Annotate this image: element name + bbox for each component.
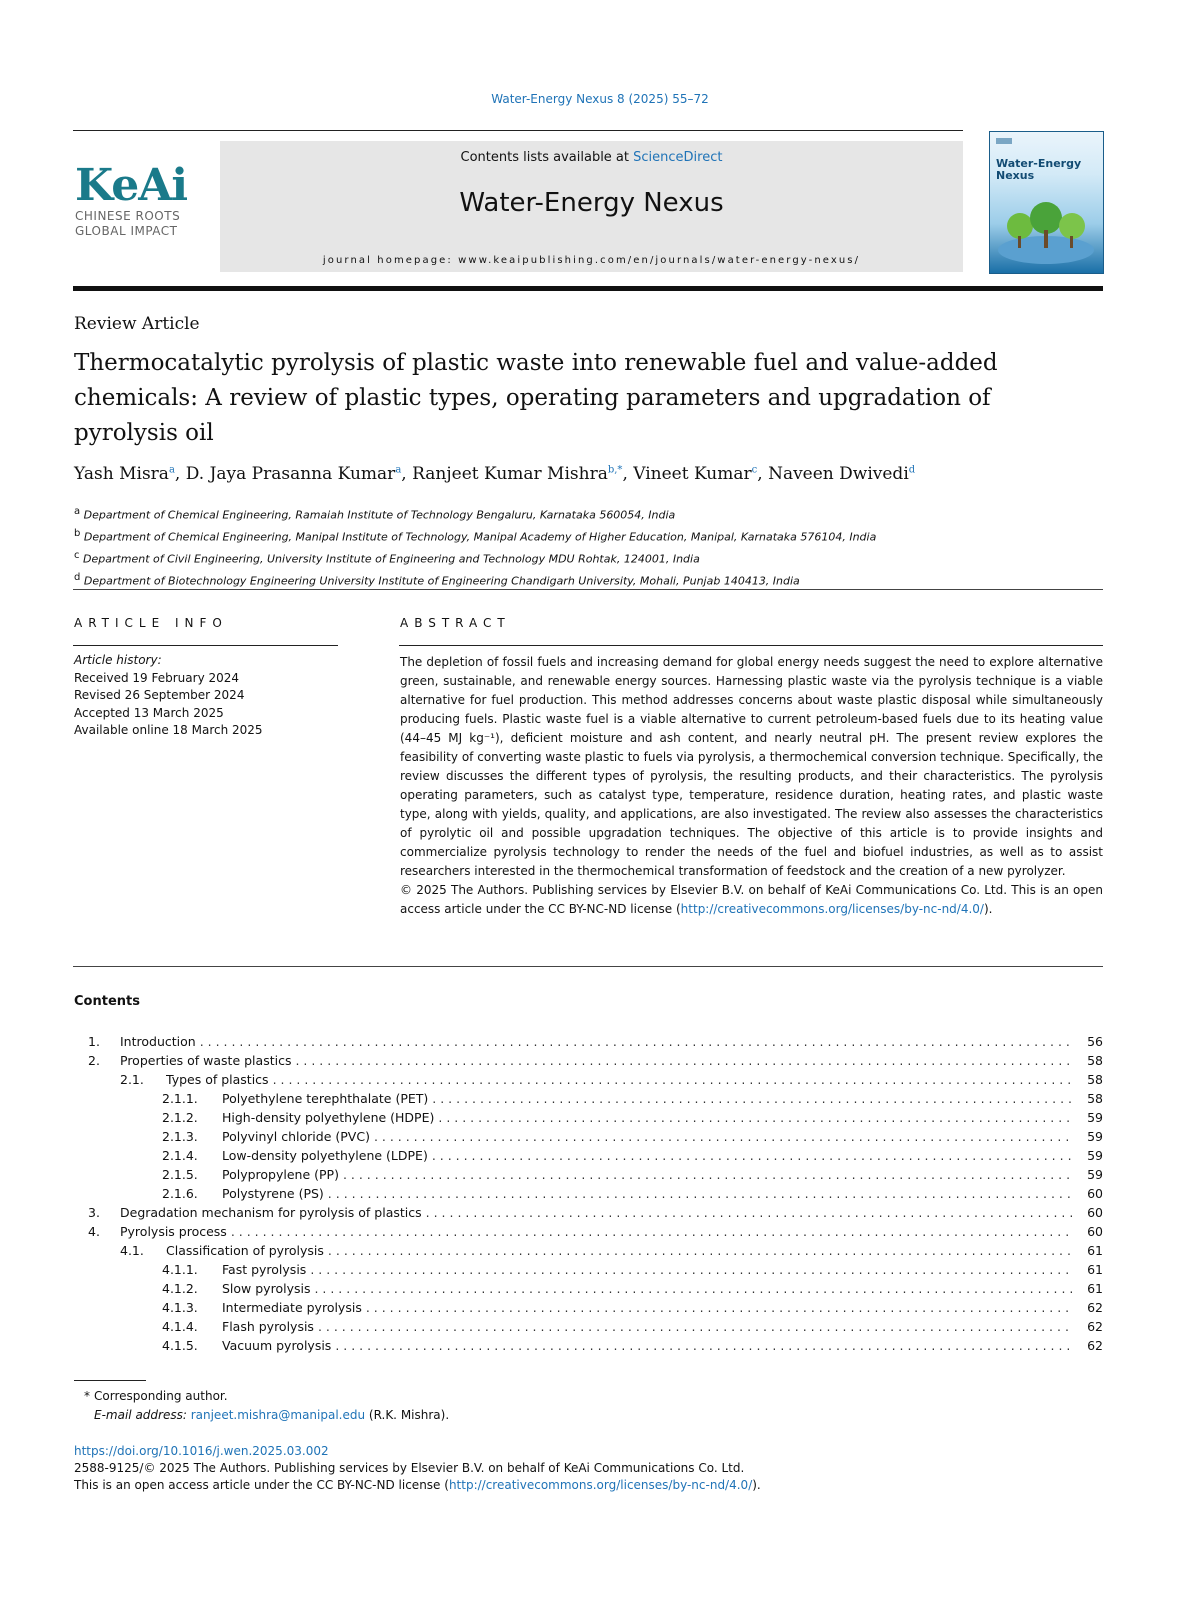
toc-leader-dots bbox=[310, 1260, 1073, 1279]
toc-number: 2.1.2. bbox=[162, 1110, 198, 1125]
toc-page-number: 58 bbox=[1087, 1053, 1103, 1068]
author-2: D. Jaya Prasanna Kumar$^a$, bbox=[185, 464, 413, 484]
footnote-rule bbox=[74, 1380, 146, 1381]
email-link[interactable]: ranjeet.mishra@manipal.edu bbox=[190, 1408, 366, 1422]
toc-entry[interactable] bbox=[222, 1127, 1073, 1146]
toc-row[interactable] bbox=[74, 1127, 1103, 1146]
logo-tagline-1: CHINESE ROOTS bbox=[75, 209, 181, 223]
toc-number: 2.1.6. bbox=[162, 1186, 198, 1201]
toc-leader-dots bbox=[374, 1127, 1073, 1146]
toc-number: 3. bbox=[88, 1205, 100, 1220]
toc-label: Degradation mechanism for pyrolysis of plastics bbox=[120, 1203, 426, 1222]
toc-row[interactable] bbox=[74, 1317, 1103, 1336]
toc-row[interactable] bbox=[74, 1070, 1103, 1089]
toc-label: High-density polyethylene (HDPE) bbox=[222, 1108, 438, 1127]
toc-number: 4.1.3. bbox=[162, 1300, 198, 1315]
toc-leader-dots bbox=[314, 1279, 1073, 1298]
toc-leader-dots bbox=[438, 1108, 1073, 1127]
toc-row[interactable] bbox=[74, 1032, 1103, 1051]
affiliation-c: $^c$ Department of Civil Engineering, University Institute of Engineering and Technology MDU Rohtak, 124001, India bbox=[74, 550, 700, 566]
issn-line: 2588-9125/© 2025 The Authors. Publishing services by Elsevier B.V. on behalf of KeAi Communications Co. Ltd. bbox=[74, 1461, 745, 1475]
toc-leader-dots bbox=[231, 1222, 1073, 1241]
toc-number: 4. bbox=[88, 1224, 100, 1239]
toc-entry[interactable] bbox=[120, 1222, 1073, 1241]
sciencedirect-link[interactable]: ScienceDirect bbox=[633, 150, 723, 165]
article-info-heading: ARTICLE INFO bbox=[74, 616, 228, 630]
toc-leader-dots bbox=[343, 1165, 1073, 1184]
toc-leader-dots bbox=[366, 1298, 1073, 1317]
toc-entry[interactable] bbox=[120, 1203, 1073, 1222]
section-rule-2 bbox=[73, 966, 1103, 967]
affiliation-b: $^b$ Department of Chemical Engineering, Manipal Institute of Technology, Manipal Academy of Higher Education, Manipal, Karnataka 576104, India bbox=[74, 528, 877, 544]
toc-entry[interactable] bbox=[166, 1241, 1073, 1260]
bottom-license-link[interactable]: http://creativecommons.org/licenses/by-nc-nd/4.0/ bbox=[448, 1478, 753, 1492]
toc-entry[interactable] bbox=[222, 1146, 1073, 1165]
online-date: Available online 18 March 2025 bbox=[74, 723, 263, 737]
toc-number: 1. bbox=[88, 1034, 100, 1049]
toc-label: Vacuum pyrolysis bbox=[222, 1336, 335, 1355]
toc-page-number: 59 bbox=[1087, 1110, 1103, 1125]
toc-page-number: 59 bbox=[1087, 1129, 1103, 1144]
toc-row[interactable] bbox=[74, 1108, 1103, 1127]
logo-tagline-2: GLOBAL IMPACT bbox=[75, 224, 178, 238]
cover-logo-mark bbox=[996, 138, 1012, 144]
toc-entry[interactable] bbox=[222, 1279, 1073, 1298]
toc-leader-dots bbox=[426, 1203, 1073, 1222]
journal-title: Water-Energy Nexus bbox=[459, 188, 724, 218]
toc-number: 4.1. bbox=[120, 1243, 144, 1258]
toc-row[interactable] bbox=[74, 1184, 1103, 1203]
affiliations bbox=[74, 503, 876, 592]
author-5: Naveen Dwivedi$^d$ bbox=[768, 464, 916, 484]
journal-banner bbox=[220, 141, 963, 272]
toc-entry[interactable] bbox=[120, 1051, 1073, 1070]
toc-page-number: 61 bbox=[1087, 1243, 1103, 1258]
toc-label: Classification of pyrolysis bbox=[166, 1241, 328, 1260]
toc-row[interactable] bbox=[74, 1165, 1103, 1184]
toc-number: 4.1.5. bbox=[162, 1338, 198, 1353]
footnote bbox=[74, 1387, 449, 1425]
toc-leader-dots bbox=[200, 1032, 1073, 1051]
abstract-copyright: © 2025 The Authors. Publishing services by Elsevier B.V. on behalf of KeAi Communications Co. Ltd. This is an open access article under the CC BY-NC-ND license (http://creativecommons.org/licenses/by-nc-nd/4.0/). bbox=[400, 883, 1103, 916]
toc-entry[interactable] bbox=[222, 1317, 1073, 1336]
author-list bbox=[74, 464, 915, 484]
author-3: Ranjeet Kumar Mishra$^{b,*}$, bbox=[412, 464, 634, 484]
page-bottom-info bbox=[74, 1443, 761, 1494]
author-4: Vineet Kumar$^c$, bbox=[633, 464, 769, 484]
license-link[interactable]: http://creativecommons.org/licenses/by-nc-nd/4.0/ bbox=[680, 902, 984, 916]
toc-page-number: 58 bbox=[1087, 1091, 1103, 1106]
toc-page-number: 60 bbox=[1087, 1186, 1103, 1201]
toc-label: Intermediate pyrolysis bbox=[222, 1298, 366, 1317]
abstract-heading: ABSTRACT bbox=[400, 616, 511, 630]
toc-row[interactable] bbox=[74, 1146, 1103, 1165]
toc-entry[interactable] bbox=[166, 1070, 1073, 1089]
contents-heading: Contents bbox=[74, 994, 140, 1009]
abstract-rule bbox=[399, 645, 1103, 646]
toc-label: Polyvinyl chloride (PVC) bbox=[222, 1127, 374, 1146]
journal-citation[interactable]: Water-Energy Nexus 8 (2025) 55–72 bbox=[491, 92, 709, 106]
toc-row[interactable] bbox=[74, 1203, 1103, 1222]
received-date: Received 19 February 2024 bbox=[74, 670, 240, 685]
toc-leader-dots bbox=[335, 1336, 1073, 1355]
toc-row[interactable] bbox=[74, 1241, 1103, 1260]
toc-entry[interactable] bbox=[222, 1089, 1073, 1108]
toc-row[interactable] bbox=[74, 1089, 1103, 1108]
toc-entry[interactable] bbox=[222, 1184, 1073, 1203]
journal-cover-image bbox=[989, 131, 1104, 274]
toc-page-number: 62 bbox=[1087, 1338, 1103, 1353]
abstract-body bbox=[400, 653, 1103, 919]
contents-availability: Contents lists available at ScienceDirect bbox=[460, 150, 723, 165]
author-1: Yash Misra$^a$, bbox=[74, 464, 186, 484]
toc-number: 2.1.3. bbox=[162, 1129, 198, 1144]
top-rule bbox=[73, 130, 963, 131]
toc-page-number: 59 bbox=[1087, 1148, 1103, 1163]
toc-row[interactable] bbox=[74, 1222, 1103, 1241]
publisher-logo bbox=[75, 160, 210, 239]
toc-entry[interactable] bbox=[222, 1108, 1073, 1127]
toc-label: Fast pyrolysis bbox=[222, 1260, 310, 1279]
toc-label: Polypropylene (PP) bbox=[222, 1165, 343, 1184]
toc-row[interactable] bbox=[74, 1260, 1103, 1279]
toc-row[interactable] bbox=[74, 1336, 1103, 1355]
toc-page-number: 58 bbox=[1087, 1072, 1103, 1087]
toc-label: Types of plastics bbox=[166, 1070, 273, 1089]
section-rule bbox=[73, 589, 1103, 590]
toc-leader-dots bbox=[328, 1241, 1073, 1260]
toc-number: 2.1. bbox=[120, 1072, 144, 1087]
doi-link[interactable]: https://doi.org/10.1016/j.wen.2025.03.002 bbox=[74, 1444, 329, 1458]
toc-page-number: 61 bbox=[1087, 1262, 1103, 1277]
toc-entry[interactable] bbox=[222, 1298, 1073, 1317]
toc-label: Introduction bbox=[120, 1032, 200, 1051]
toc-number: 4.1.1. bbox=[162, 1262, 198, 1277]
toc-number: 2.1.5. bbox=[162, 1167, 198, 1182]
affiliation-a: $^a$ Department of Chemical Engineering, Ramaiah Institute of Technology Bengaluru, Karnataka 560054, India bbox=[74, 506, 676, 522]
email-note: E-mail address: ranjeet.mishra@manipal.edu (R.K. Mishra). bbox=[94, 1408, 450, 1422]
toc-page-number: 59 bbox=[1087, 1167, 1103, 1182]
toc-page-number: 56 bbox=[1087, 1034, 1103, 1049]
toc-leader-dots bbox=[273, 1070, 1073, 1089]
toc-page-number: 60 bbox=[1087, 1224, 1103, 1239]
article-info-rule bbox=[73, 645, 338, 646]
revised-date: Revised 26 September 2024 bbox=[74, 688, 245, 702]
corresponding-author-note: * Corresponding author. bbox=[84, 1389, 228, 1403]
toc-number: 2.1.4. bbox=[162, 1148, 198, 1163]
toc-entry[interactable] bbox=[222, 1165, 1073, 1184]
toc-label: Properties of waste plastics bbox=[120, 1051, 295, 1070]
toc-label: Pyrolysis process bbox=[120, 1222, 231, 1241]
toc-label: Slow pyrolysis bbox=[222, 1279, 314, 1298]
toc-leader-dots bbox=[295, 1051, 1073, 1070]
toc-page-number: 61 bbox=[1087, 1281, 1103, 1296]
cover-illustration-icon bbox=[990, 192, 1103, 273]
abstract-text: The depletion of fossil fuels and increasing demand for global energy needs suggest the need to explore alternative green, sustainable, and renewable energy sources. Harnessing plastic waste via the pyrolysis technique is a viable alternative for fuel production. This method addresses concerns about waste plastic disposal while simultaneously producing fuels. Plastic waste fuel is a viable alternative to current petroleum-based fuels due to its heating value (44–45 MJ kg⁻¹), deficient moisture and ash content, and nearly neutral pH. The present review explores the feasibility of converting waste plastic to fuels via pyrolysis, a thermochemical conversion technique. Specifically, the review discusses the different types of pyrolysis, the resulting products, and their characteristics. The pyrolysis operating parameters, such as catalyst type, temperature, residence duration, heating rates, and plastic waste type, along with yields, quality, and applications, are also investigated. The review also assesses the characteristics of pyrolytic oil and possible upgradation techniques. The objective of this article is to provide insights and commercialize pyrolysis technology to render the needs of the fuel and biofuel industries, as well as to assist researchers interested in the thermochemical transformation of feedstock and the creation of a new pyrolyzer. bbox=[400, 655, 1103, 878]
article-title: Thermocatalytic pyrolysis of plastic waste into renewable fuel and value-added chemicals: A review of plastic types, operating parameters and upgradation of pyrolysis oil bbox=[74, 350, 998, 446]
toc-label: Polyethylene terephthalate (PET) bbox=[222, 1089, 432, 1108]
toc-row[interactable] bbox=[74, 1298, 1103, 1317]
bottom-license-line: This is an open access article under the CC BY-NC-ND license (http://creativecommons.org/licenses/by-nc-nd/4.0/). bbox=[74, 1478, 761, 1492]
toc-label: Low-density polyethylene (LDPE) bbox=[222, 1146, 432, 1165]
toc-entry[interactable] bbox=[120, 1032, 1073, 1051]
table-of-contents bbox=[74, 1032, 1103, 1355]
journal-homepage[interactable]: journal homepage: www.keaipublishing.com/en/journals/water-energy-nexus/ bbox=[322, 255, 861, 266]
cover-title: Water-Energy Nexus bbox=[996, 157, 1082, 182]
toc-page-number: 62 bbox=[1087, 1319, 1103, 1334]
accepted-date: Accepted 13 March 2025 bbox=[74, 705, 224, 720]
toc-entry[interactable] bbox=[222, 1260, 1073, 1279]
toc-leader-dots bbox=[432, 1089, 1073, 1108]
toc-number: 4.1.4. bbox=[162, 1319, 198, 1334]
article-type: Review Article bbox=[74, 314, 200, 334]
history-label: Article history: bbox=[74, 653, 162, 667]
toc-number: 2. bbox=[88, 1053, 100, 1068]
logo-wordmark: KeAi bbox=[75, 160, 188, 211]
toc-leader-dots bbox=[328, 1184, 1073, 1203]
header-thick-rule bbox=[73, 286, 1103, 291]
toc-number: 4.1.2. bbox=[162, 1281, 198, 1296]
affiliation-d: $^d$ Department of Biotechnology Engineering University Institute of Engineering Chandigarh University, Mohali, Punjab 140413, India bbox=[74, 572, 800, 589]
toc-row[interactable] bbox=[74, 1279, 1103, 1298]
toc-row[interactable] bbox=[74, 1051, 1103, 1070]
toc-label: Polystyrene (PS) bbox=[222, 1184, 328, 1203]
toc-leader-dots bbox=[432, 1146, 1073, 1165]
toc-label: Flash pyrolysis bbox=[222, 1317, 318, 1336]
toc-entry[interactable] bbox=[222, 1336, 1073, 1355]
article-history bbox=[74, 652, 263, 740]
toc-page-number: 60 bbox=[1087, 1205, 1103, 1220]
toc-page-number: 62 bbox=[1087, 1300, 1103, 1315]
toc-number: 2.1.1. bbox=[162, 1091, 198, 1106]
toc-leader-dots bbox=[318, 1317, 1073, 1336]
